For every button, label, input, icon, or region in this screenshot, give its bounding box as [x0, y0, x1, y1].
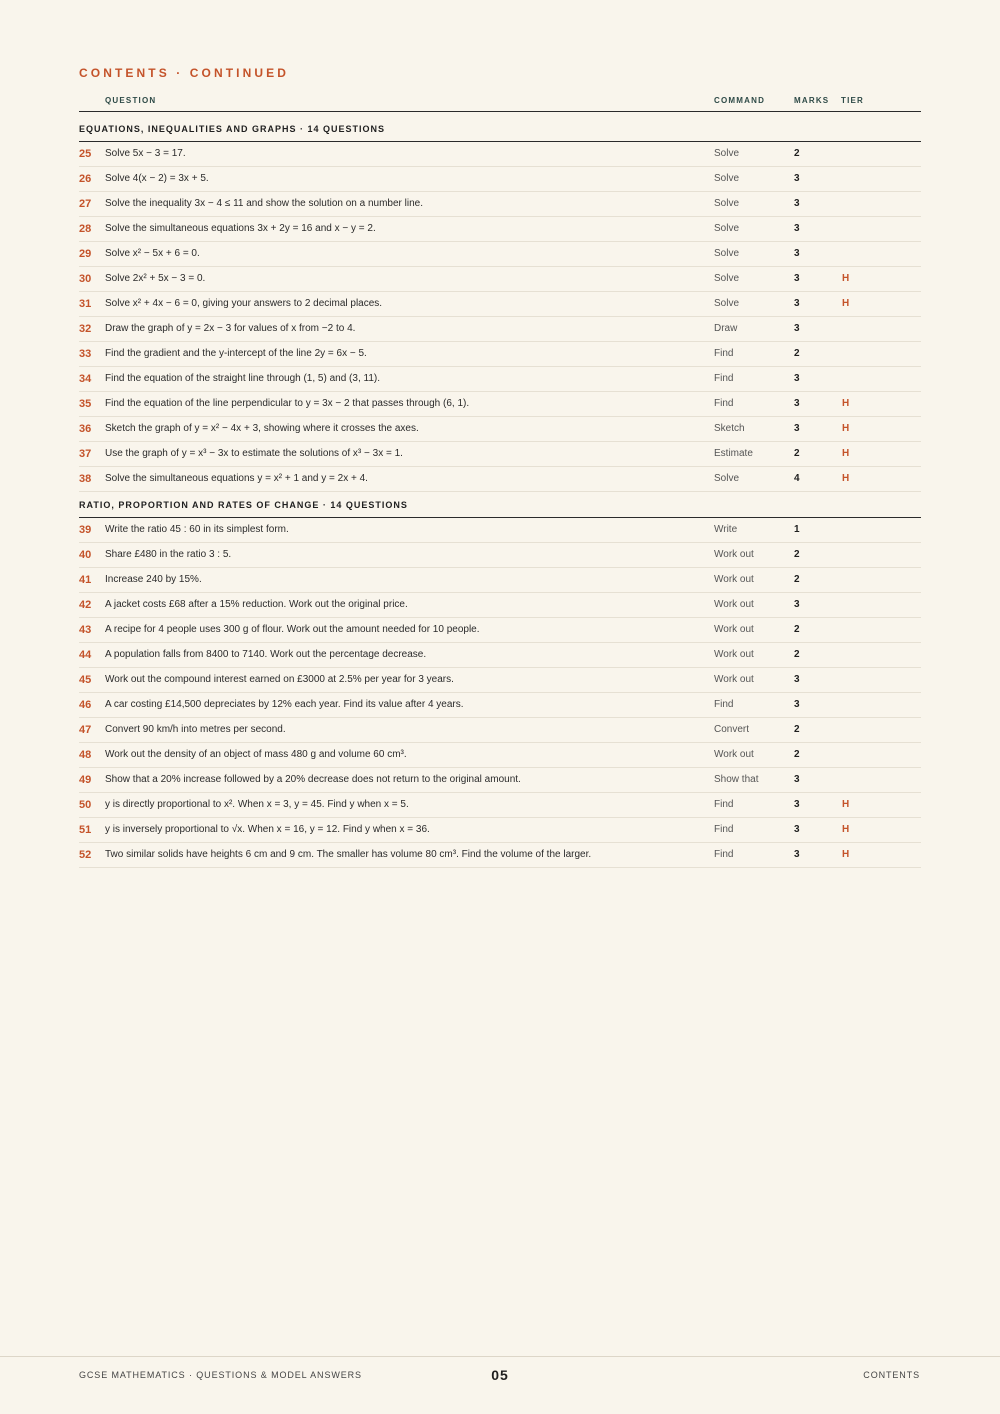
- question-number: 38: [79, 473, 92, 485]
- question-number: 41: [79, 574, 92, 586]
- command-word: Work out: [714, 574, 754, 585]
- command-word: Find: [714, 348, 734, 359]
- tier-badge: H: [842, 423, 850, 434]
- marks-value: 3: [794, 223, 800, 234]
- question-number: 34: [79, 373, 92, 385]
- question-row: [79, 568, 921, 593]
- question-text: Share £480 in the ratio 3 : 5.: [105, 549, 232, 560]
- command-word: Find: [714, 849, 734, 860]
- question-text: Convert 90 km/h into metres per second.: [105, 724, 286, 735]
- command-word: Solve: [714, 148, 740, 159]
- command-word: Solve: [714, 173, 740, 184]
- marks-value: 2: [794, 348, 800, 359]
- question-row: [79, 317, 921, 342]
- question-text: Find the equation of the straight line through (1, 5) and (3, 11).: [105, 373, 380, 384]
- marks-value: 2: [794, 148, 800, 159]
- command-word: Solve: [714, 473, 740, 484]
- question-row: [79, 593, 921, 618]
- question-row: [79, 242, 921, 267]
- question-text: Write the ratio 45 : 60 in its simplest form.: [105, 524, 289, 535]
- question-text: Increase 240 by 15%.: [105, 574, 202, 585]
- question-text: Find the equation of the line perpendicular to y = 3x − 2 that passes through (6, 1).: [105, 398, 470, 409]
- marks-value: 3: [794, 699, 800, 710]
- question-text: Find the gradient and the y-intercept of the line 2y = 6x − 5.: [105, 348, 367, 359]
- marks-value: 2: [794, 448, 800, 459]
- command-word: Solve: [714, 198, 740, 209]
- question-row: [79, 417, 921, 442]
- command-word: Find: [714, 824, 734, 835]
- question-number: 33: [79, 348, 92, 360]
- command-word: Write: [714, 524, 738, 535]
- question-text: Work out the density of an object of mass 480 g and volume 60 cm³.: [105, 749, 407, 760]
- question-row: [79, 543, 921, 568]
- marks-value: 3: [794, 398, 800, 409]
- marks-value: 2: [794, 549, 800, 560]
- command-word: Find: [714, 699, 734, 710]
- question-text: Solve the simultaneous equations 3x + 2y = 16 and x − y = 2.: [105, 223, 376, 234]
- section-header-ratio: [79, 495, 921, 518]
- question-list-equations: [79, 142, 921, 492]
- question-number: 47: [79, 724, 92, 736]
- question-number: 25: [79, 148, 92, 160]
- page-footer: [0, 1356, 1000, 1414]
- question-row: [79, 217, 921, 242]
- question-number: 37: [79, 448, 92, 460]
- marks-value: 3: [794, 774, 800, 785]
- section-title: RATIO, PROPORTION AND RATES OF CHANGE · 14 QUESTIONS: [79, 500, 408, 510]
- marks-value: 3: [794, 173, 800, 184]
- command-word: Solve: [714, 273, 740, 284]
- command-word: Estimate: [714, 448, 753, 459]
- question-row: [79, 292, 921, 317]
- tier-badge: H: [842, 824, 850, 835]
- question-row: [79, 743, 921, 768]
- question-text: Two similar solids have heights 6 cm and 9 cm. The smaller has volume 80 cm³. Find the volume of the larger.: [105, 849, 592, 860]
- question-number: 36: [79, 423, 92, 435]
- question-text: Solve the inequality 3x − 4 ≤ 11 and show the solution on a number line.: [105, 198, 424, 209]
- marks-value: 2: [794, 724, 800, 735]
- question-number: 39: [79, 524, 92, 536]
- question-row: [79, 618, 921, 643]
- question-text: Solve 5x − 3 = 17.: [105, 148, 186, 159]
- question-number: 32: [79, 323, 92, 335]
- column-marks-label: MARKS: [794, 96, 830, 105]
- question-text: Solve 2x² + 5x − 3 = 0.: [105, 273, 206, 284]
- question-row: [79, 718, 921, 743]
- question-row: [79, 442, 921, 467]
- command-word: Solve: [714, 248, 740, 259]
- question-text: Use the graph of y = x³ − 3x to estimate the solutions of x³ − 3x = 1.: [105, 448, 403, 459]
- tier-badge: H: [842, 473, 850, 484]
- marks-value: 3: [794, 323, 800, 334]
- page-kicker: CONTENTS · CONTINUED: [79, 66, 289, 80]
- command-word: Convert: [714, 724, 750, 735]
- question-number: 40: [79, 549, 92, 561]
- marks-value: 2: [794, 749, 800, 760]
- question-text: Sketch the graph of y = x² − 4x + 3, showing where it crosses the axes.: [105, 423, 419, 434]
- page-number: 05: [491, 1367, 509, 1383]
- marks-value: 3: [794, 849, 800, 860]
- command-word: Solve: [714, 223, 740, 234]
- question-text: Solve x² − 5x + 6 = 0.: [105, 248, 200, 259]
- question-text: y is directly proportional to x². When x = 3, y = 45. Find y when x = 5.: [105, 799, 409, 810]
- question-row: [79, 342, 921, 367]
- question-number: 30: [79, 273, 92, 285]
- column-question-label: QUESTION: [105, 96, 157, 105]
- question-text: Show that a 20% increase followed by a 20% decrease does not return to the original amount.: [105, 774, 521, 785]
- question-text: y is inversely proportional to √x. When x = 16, y = 12. Find y when x = 36.: [105, 824, 430, 835]
- command-word: Work out: [714, 749, 754, 760]
- question-number: 50: [79, 799, 92, 811]
- marks-value: 2: [794, 649, 800, 660]
- question-number: 35: [79, 398, 92, 410]
- question-text: Solve 4(x − 2) = 3x + 5.: [105, 173, 209, 184]
- column-header: [79, 90, 921, 112]
- command-word: Find: [714, 398, 734, 409]
- question-row: [79, 192, 921, 217]
- marks-value: 3: [794, 674, 800, 685]
- question-number: 43: [79, 624, 92, 636]
- question-row: [79, 142, 921, 167]
- section-header-equations: [79, 119, 921, 142]
- tier-badge: H: [842, 298, 850, 309]
- marks-value: 3: [794, 423, 800, 434]
- marks-value: 2: [794, 624, 800, 635]
- command-word: Work out: [714, 624, 754, 635]
- footer-section: CONTENTS: [863, 1370, 920, 1380]
- question-text: Draw the graph of y = 2x − 3 for values of x from −2 to 4.: [105, 323, 356, 334]
- command-word: Work out: [714, 674, 754, 685]
- question-row: [79, 267, 921, 292]
- marks-value: 3: [794, 273, 800, 284]
- command-word: Work out: [714, 549, 754, 560]
- question-number: 31: [79, 298, 92, 310]
- tier-badge: H: [842, 849, 850, 860]
- question-number: 42: [79, 599, 92, 611]
- question-number: 49: [79, 774, 92, 786]
- question-number: 44: [79, 649, 92, 661]
- question-number: 51: [79, 824, 92, 836]
- footer-title: GCSE MATHEMATICS · QUESTIONS & MODEL ANSWERS: [79, 1370, 362, 1380]
- question-number: 27: [79, 198, 92, 210]
- question-row: [79, 167, 921, 192]
- question-row: [79, 668, 921, 693]
- question-row: [79, 467, 921, 492]
- question-row: [79, 768, 921, 793]
- marks-value: 3: [794, 373, 800, 384]
- command-word: Work out: [714, 599, 754, 610]
- command-word: Solve: [714, 298, 740, 309]
- question-text: A recipe for 4 people uses 300 g of flour. Work out the amount needed for 10 people.: [105, 624, 480, 635]
- marks-value: 1: [794, 524, 800, 535]
- question-row: [79, 392, 921, 417]
- question-text: Solve x² + 4x − 6 = 0, giving your answers to 2 decimal places.: [105, 298, 383, 309]
- column-tier-label: TIER: [841, 96, 865, 105]
- question-number: 46: [79, 699, 92, 711]
- question-number: 48: [79, 749, 92, 761]
- command-word: Work out: [714, 649, 754, 660]
- question-number: 26: [79, 173, 92, 185]
- marks-value: 3: [794, 248, 800, 259]
- question-row: [79, 693, 921, 718]
- marks-value: 3: [794, 198, 800, 209]
- question-number: 29: [79, 248, 92, 260]
- question-number: 52: [79, 849, 92, 861]
- marks-value: 3: [794, 599, 800, 610]
- command-word: Draw: [714, 323, 738, 334]
- question-text: Work out the compound interest earned on £3000 at 2.5% per year for 3 years.: [105, 674, 454, 685]
- section-title: EQUATIONS, INEQUALITIES AND GRAPHS · 14 QUESTIONS: [79, 124, 386, 134]
- question-row: [79, 843, 921, 868]
- command-word: Show that: [714, 774, 759, 785]
- question-row: [79, 518, 921, 543]
- question-text: A population falls from 8400 to 7140. Work out the percentage decrease.: [105, 649, 427, 660]
- question-number: 28: [79, 223, 92, 235]
- question-text: Solve the simultaneous equations y = x² + 1 and y = 2x + 4.: [105, 473, 368, 484]
- marks-value: 2: [794, 574, 800, 585]
- question-row: [79, 818, 921, 843]
- question-row: [79, 367, 921, 392]
- column-command-label: COMMAND: [714, 96, 766, 105]
- marks-value: 4: [794, 473, 800, 484]
- command-word: Find: [714, 799, 734, 810]
- question-list-ratio: [79, 518, 921, 868]
- question-text: A car costing £14,500 depreciates by 12% each year. Find its value after 4 years.: [105, 699, 464, 710]
- command-word: Sketch: [714, 423, 745, 434]
- tier-badge: H: [842, 398, 850, 409]
- tier-badge: H: [842, 273, 850, 284]
- question-text: A jacket costs £68 after a 15% reduction. Work out the original price.: [105, 599, 408, 610]
- marks-value: 3: [794, 298, 800, 309]
- question-row: [79, 643, 921, 668]
- tier-badge: H: [842, 448, 850, 459]
- command-word: Find: [714, 373, 734, 384]
- marks-value: 3: [794, 799, 800, 810]
- tier-badge: H: [842, 799, 850, 810]
- question-number: 45: [79, 674, 92, 686]
- question-row: [79, 793, 921, 818]
- marks-value: 3: [794, 824, 800, 835]
